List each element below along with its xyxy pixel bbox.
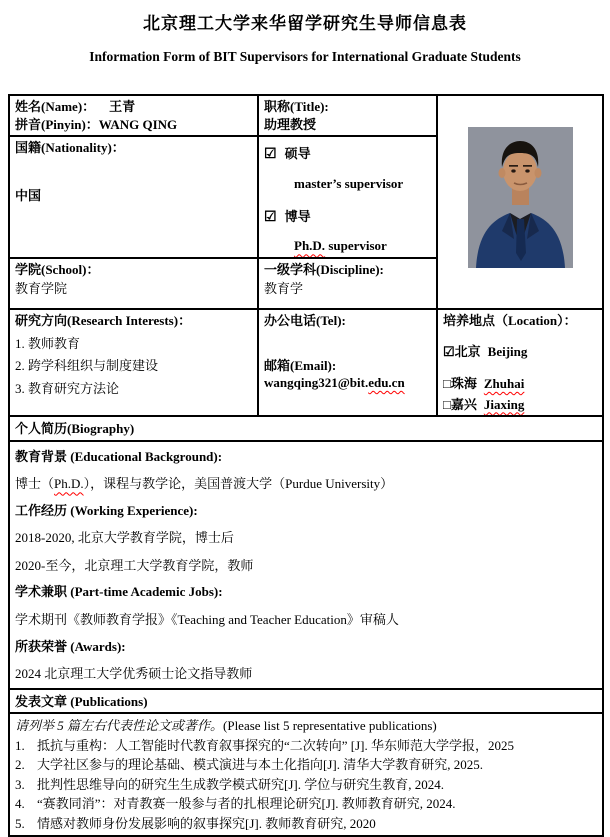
research-interests-label: 研究方向(Research Interests)： [15,312,192,328]
table-row [9,689,603,714]
phd-supervisor-label-zh: 博导 [284,208,311,224]
discipline-value: 教育学 [264,280,304,296]
publication-item [15,795,597,813]
working-experience-heading: 工作经历 (Working Experience): [15,502,198,518]
phd-supervisor-label-en [294,237,431,255]
publication-item [15,756,597,774]
publications-note-en: (Please list 5 representative publications) [223,718,437,734]
phd-supervisor-option [264,208,431,228]
zhuhai-en: Zhuhai [483,376,525,392]
email-label: 邮箱(Email): [264,357,337,373]
phd-rest: supervisor [325,238,387,254]
discipline-label: 一级学科(Discipline): [264,261,384,277]
nationality-value: 中国 [15,187,42,203]
email-domain: edu.cn [368,375,405,391]
email-value [264,374,431,392]
publication-text: 大学社区参与的理论基础、模式演进与本土化指向[J]. 清华大学教育研究, 2025. [37,757,483,773]
research-interest-item: 2. 跨学科组织与制度建设 [15,358,159,374]
beijing-en: Beijing [487,343,528,359]
name-cell [9,95,258,136]
master-supervisor-option [264,145,431,165]
publications-content-cell [9,713,603,835]
school-cell [9,258,258,309]
supervisor-type-cell [258,136,437,258]
location-label: 培养地点（Location）： [443,312,577,328]
publication-number: 4. [15,796,25,812]
email-prefix: wangqing321@bit. [264,375,369,391]
nationality-label: 国籍(Nationality)： [15,140,125,156]
publications-note-zh: 请列举 5 篇左右代表性论文或著作。 [15,718,224,734]
education-background-line [15,475,597,493]
awards-heading: 所获荣誉 (Awards): [15,638,126,654]
edu-suffix: ），课程与教学论，美国普渡大学（Purdue University） [83,476,394,492]
jiaxing-en: Jiaxing [483,396,525,412]
name-label: 姓名(Name)： [15,99,96,114]
working-experience-line: 2020-至今，北京理工大学教育学院，教师 [15,557,254,573]
table-row [9,309,603,416]
publication-text: 情感对教师身份发展影响的叙事探究[J]. 教师教育研究, 2020 [37,815,376,831]
page-subtitle: Information Form of BIT Supervisors for International Graduate Students [89,49,521,64]
zhuhai-zh: 珠海 [450,376,477,392]
beijing-zh: 北京 [454,343,481,359]
title-value: 助理教授 [264,116,317,132]
publication-item [15,776,597,794]
supervisor-photo [468,127,573,273]
table-row [9,713,603,835]
publications-section-header: 发表文章 (Publications) [9,689,603,714]
photo-cell [437,95,603,309]
checkbox-unchecked-icon[interactable]: □ [443,376,451,392]
phd-abbrev: Ph.D. [294,238,326,254]
publication-text: 抵抗与重构：人工智能时代教育叙事探究的“二次转向” [J]. 华东师范大学学报，2025 [37,737,515,753]
pinyin-value: WANG QING [98,116,178,132]
name-line [15,98,252,116]
publication-item [15,737,597,755]
research-interest-item: 3. 教育研究方法论 [15,380,120,396]
master-supervisor-label-en: master’s supervisor [294,175,404,191]
publication-item [15,815,597,833]
table-row [9,95,603,136]
research-interests-cell [9,309,258,416]
edu-prefix: 博士（ [15,476,55,492]
name-value: 王青 [109,99,136,114]
location-cell [437,309,603,416]
table-row [9,441,603,689]
table-row [9,416,603,441]
jiaxing-zh: 嘉兴 [450,396,477,412]
portrait-photo-icon [468,127,573,268]
discipline-cell [258,258,437,309]
publication-text: “赛教同消”：对青教赛一般参与者的扎根理论研究[J]. 教师教育研究, 2024. [37,796,456,812]
location-option-zhuhai [443,375,597,393]
publication-number: 1. [15,737,25,753]
location-option-beijing [443,343,597,361]
working-experience-line: 2018-2020, 北京大学教育学院，博士后 [15,530,234,546]
school-label: 学院(School)： [15,261,100,277]
edu-phd: Ph.D. [54,476,84,492]
publication-number: 2. [15,757,25,773]
nationality-cell [9,136,258,258]
parttime-jobs-heading: 学术兼职 (Part-time Academic Jobs): [15,584,223,600]
pinyin-label: 拼音(Pinyin)： [15,116,99,132]
master-supervisor-label-zh: 硕导 [284,146,311,162]
checkbox-checked-icon[interactable]: ☑ [264,209,277,225]
tel-label: 办公电话(Tel): [264,312,346,328]
title-cell [258,95,437,136]
checkbox-checked-icon[interactable]: ☑ [443,343,455,359]
contact-cell [258,309,437,416]
publications-note [15,717,597,735]
publication-text: 批判性思维导向的研究生生成教学模式研究[J]. 学位与研究生教育, 2024. [37,776,444,792]
publication-number: 5. [15,815,25,831]
title-label: 职称(Title): [264,99,329,114]
parttime-jobs-line: 学术期刊《教师教育学报》《Teaching and Teacher Education》审稿人 [15,611,399,627]
school-value: 教育学院 [15,280,68,296]
biography-content-cell [9,441,603,689]
publication-number: 3. [15,776,25,792]
page-title: 北京理工大学来华留学研究生导师信息表 [143,14,467,33]
awards-line: 2024 北京理工大学优秀硕士论文指导教师 [15,666,253,682]
checkbox-checked-icon[interactable]: ☑ [264,147,277,163]
checkbox-unchecked-icon[interactable]: □ [443,396,451,412]
research-interest-item: 1. 教师教育 [15,335,81,351]
education-background-heading: 教育背景 (Educational Background): [15,448,223,464]
biography-section-header: 个人简历(Biography) [9,416,603,441]
supervisor-info-table [8,94,604,837]
pinyin-line [15,116,252,134]
location-option-jiaxing [443,396,597,414]
